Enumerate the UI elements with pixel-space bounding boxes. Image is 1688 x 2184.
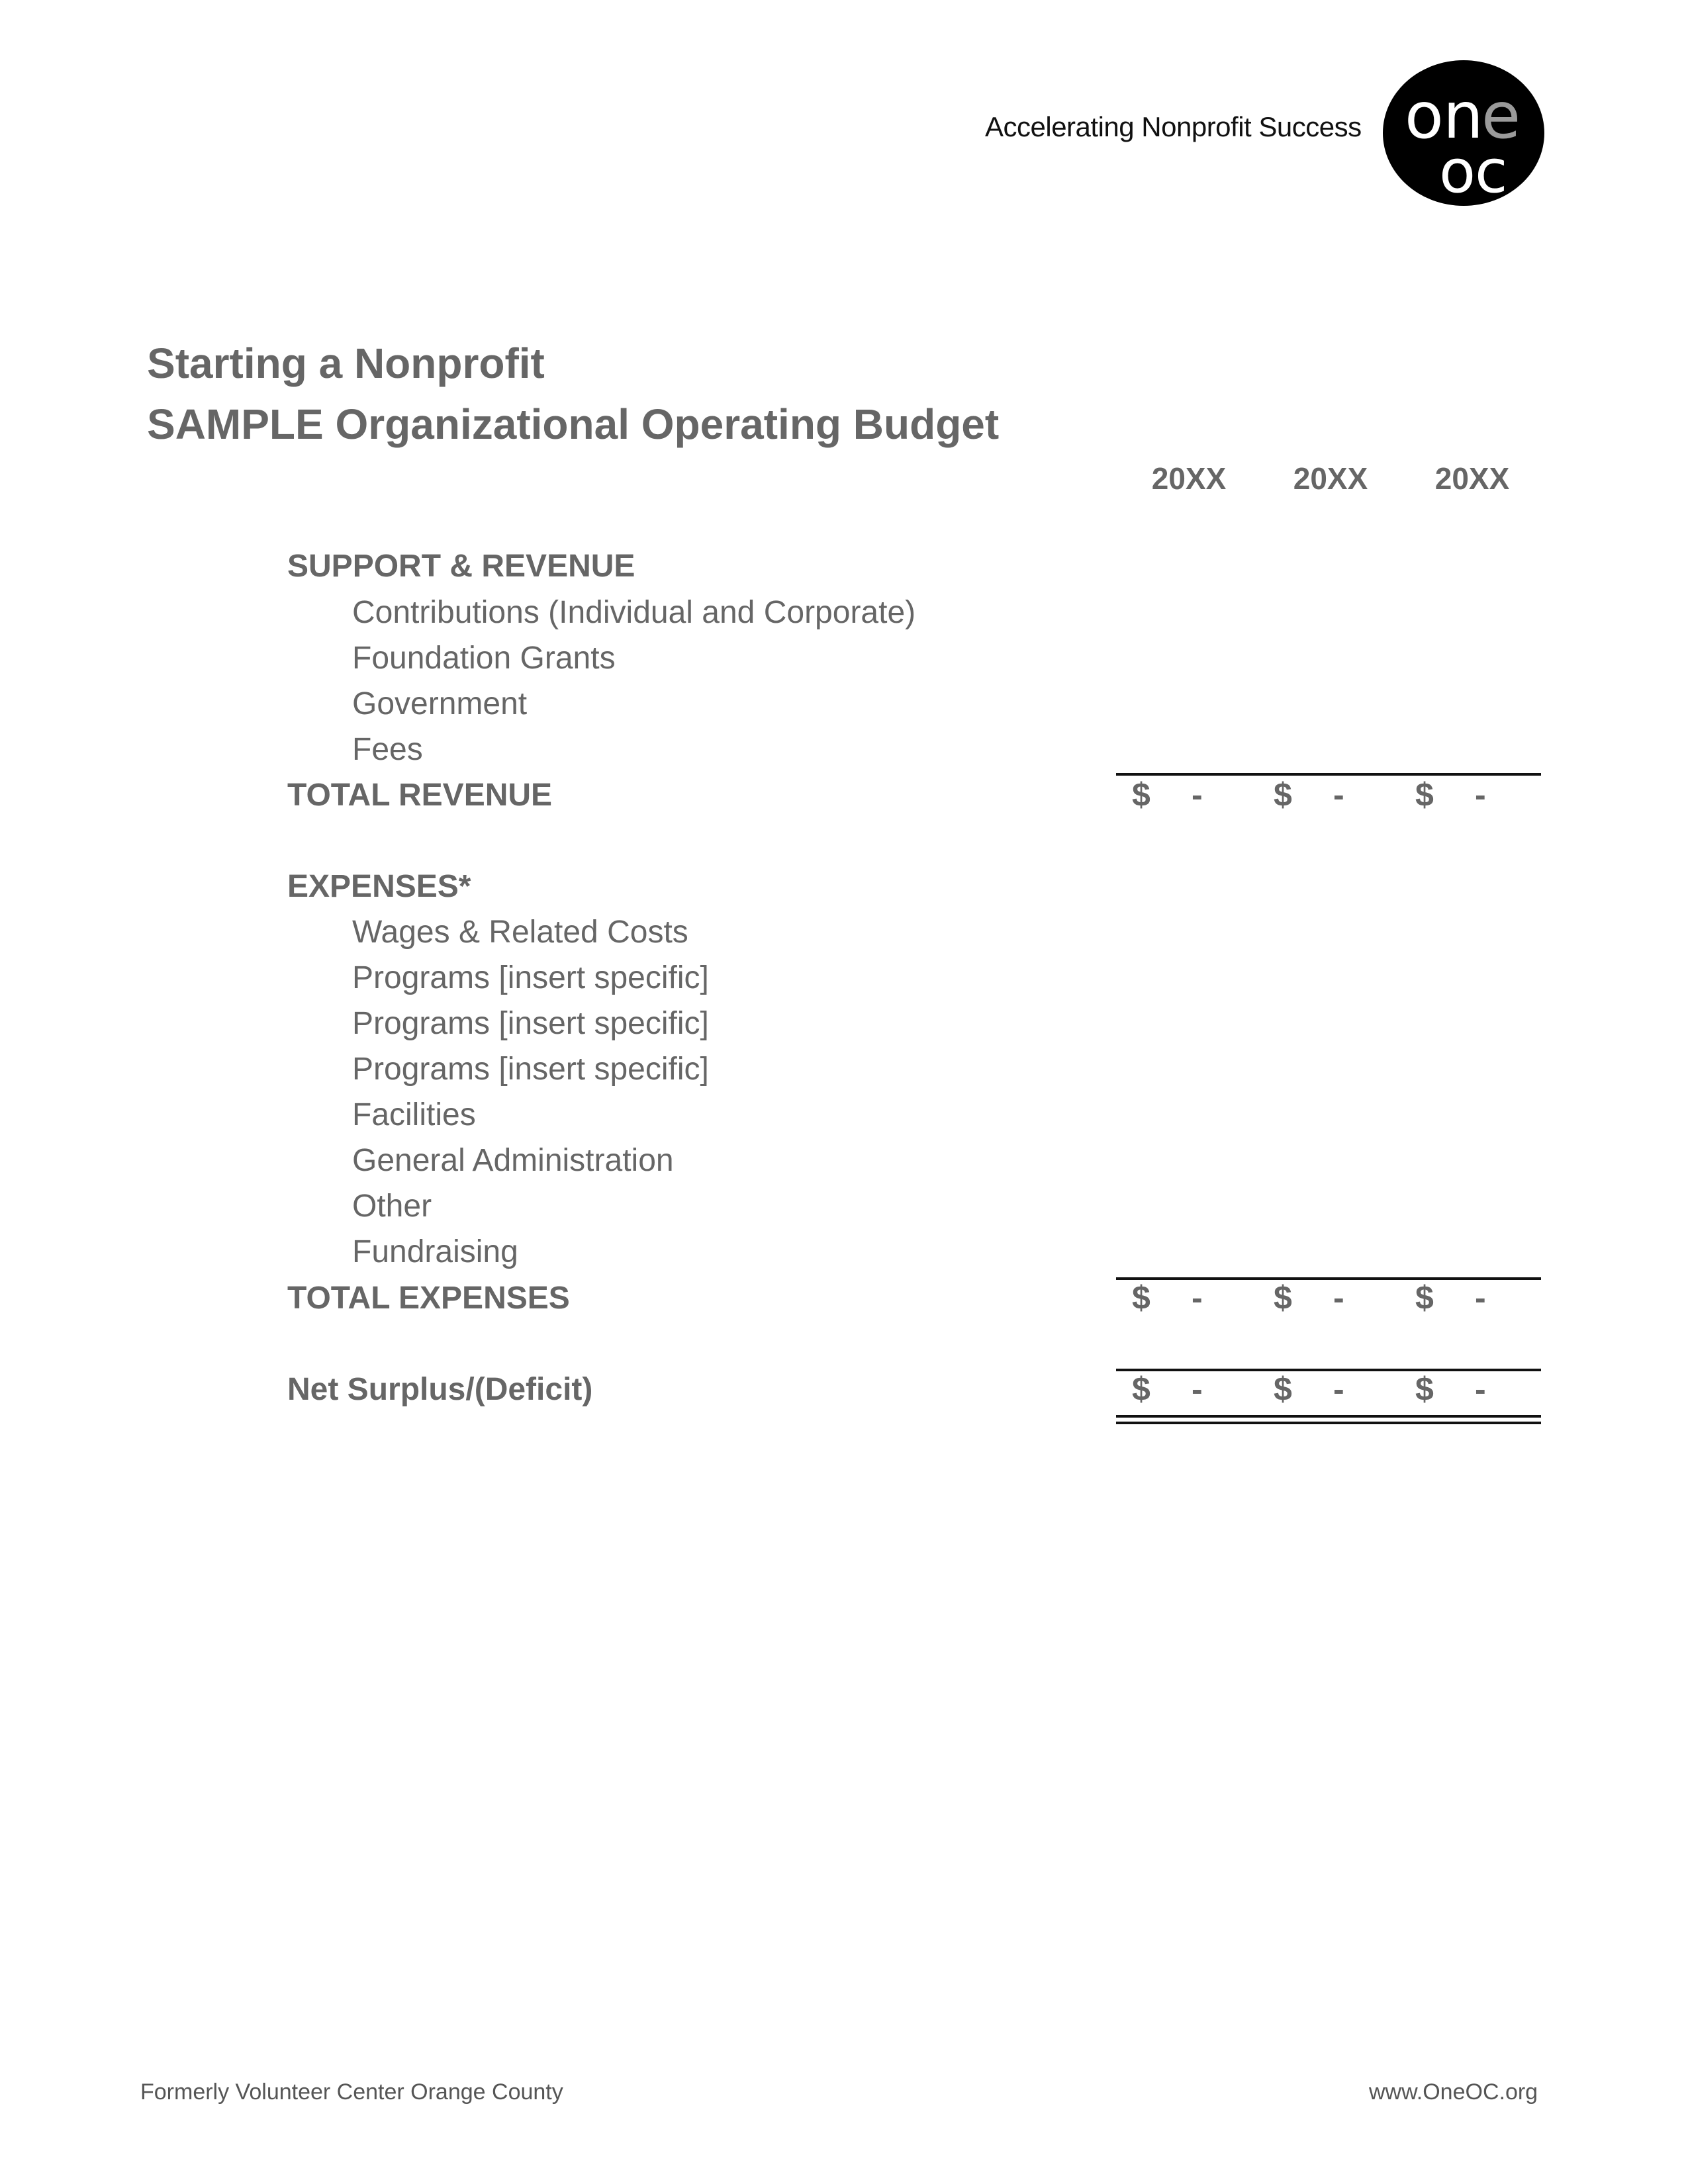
total-revenue-value-2: - <box>1333 776 1344 813</box>
revenue-item-fees: Fees <box>352 732 423 767</box>
net-value-3: - <box>1475 1371 1486 1408</box>
total-revenue-currency-3: $ <box>1415 776 1434 813</box>
total-expenses-value-3: - <box>1475 1279 1486 1316</box>
footer-website-link[interactable]: www.OneOC.org <box>1369 2079 1538 2105</box>
net-currency-1: $ <box>1132 1371 1150 1408</box>
total-revenue-currency-1: $ <box>1132 776 1150 813</box>
tagline: Accelerating Nonprofit Success <box>985 111 1362 142</box>
expenses-heading: EXPENSES* <box>287 869 471 904</box>
net-currency-3: $ <box>1415 1371 1434 1408</box>
expense-item-fundraising: Fundraising <box>352 1234 518 1269</box>
svg-text:e: e <box>1481 79 1515 153</box>
total-revenue-value-1: - <box>1192 776 1203 813</box>
total-expenses-value-2: - <box>1333 1279 1344 1316</box>
net-currency-2: $ <box>1274 1371 1292 1408</box>
page-title: Starting a Nonprofit <box>147 340 545 387</box>
total-revenue-currency-2: $ <box>1274 776 1292 813</box>
total-expenses-value-1: - <box>1192 1279 1203 1316</box>
svg-text:o: o <box>1439 137 1471 206</box>
net-double-rule-top <box>1116 1415 1541 1418</box>
expense-item-general-administration: General Administration <box>352 1143 674 1178</box>
oneoc-logo <box>1382 60 1545 206</box>
expense-item-programs-3: Programs [insert specific] <box>352 1052 709 1087</box>
expense-item-other: Other <box>352 1189 432 1224</box>
total-expenses-label: TOTAL EXPENSES <box>287 1281 570 1316</box>
expense-item-programs-1: Programs [insert specific] <box>352 960 709 995</box>
total-expenses-currency-1: $ <box>1132 1279 1150 1316</box>
column-header-year-2: 20XX <box>1293 461 1368 496</box>
total-revenue-value-3: - <box>1475 776 1486 813</box>
expense-item-facilities: Facilities <box>352 1097 476 1132</box>
column-header-year-1: 20XX <box>1151 461 1227 496</box>
net-value-1: - <box>1192 1371 1203 1408</box>
total-expenses-currency-3: $ <box>1415 1279 1434 1316</box>
svg-text:c: c <box>1475 137 1503 206</box>
oneoc-logo-icon <box>1382 60 1545 206</box>
revenue-item-contributions: Contributions (Individual and Corporate) <box>352 595 916 630</box>
revenue-heading: SUPPORT & REVENUE <box>287 549 635 584</box>
expense-item-programs-2: Programs [insert specific] <box>352 1006 709 1041</box>
net-value-2: - <box>1333 1371 1344 1408</box>
page-subtitle: SAMPLE Organizational Operating Budget <box>147 400 1000 448</box>
total-expenses-currency-2: $ <box>1274 1279 1292 1316</box>
net-surplus-label: Net Surplus/(Deficit) <box>287 1372 593 1407</box>
net-double-rule-bottom <box>1116 1422 1541 1424</box>
column-header-year-3: 20XX <box>1434 461 1510 496</box>
expense-item-wages: Wages & Related Costs <box>352 915 688 950</box>
svg-text:o: o <box>1405 79 1437 153</box>
svg-text:n: n <box>1443 79 1477 153</box>
revenue-item-government: Government <box>352 686 528 721</box>
footer-note: Formerly Volunteer Center Orange County <box>140 2079 563 2105</box>
revenue-item-foundation-grants: Foundation Grants <box>352 641 616 676</box>
total-revenue-label: TOTAL REVENUE <box>287 778 553 813</box>
